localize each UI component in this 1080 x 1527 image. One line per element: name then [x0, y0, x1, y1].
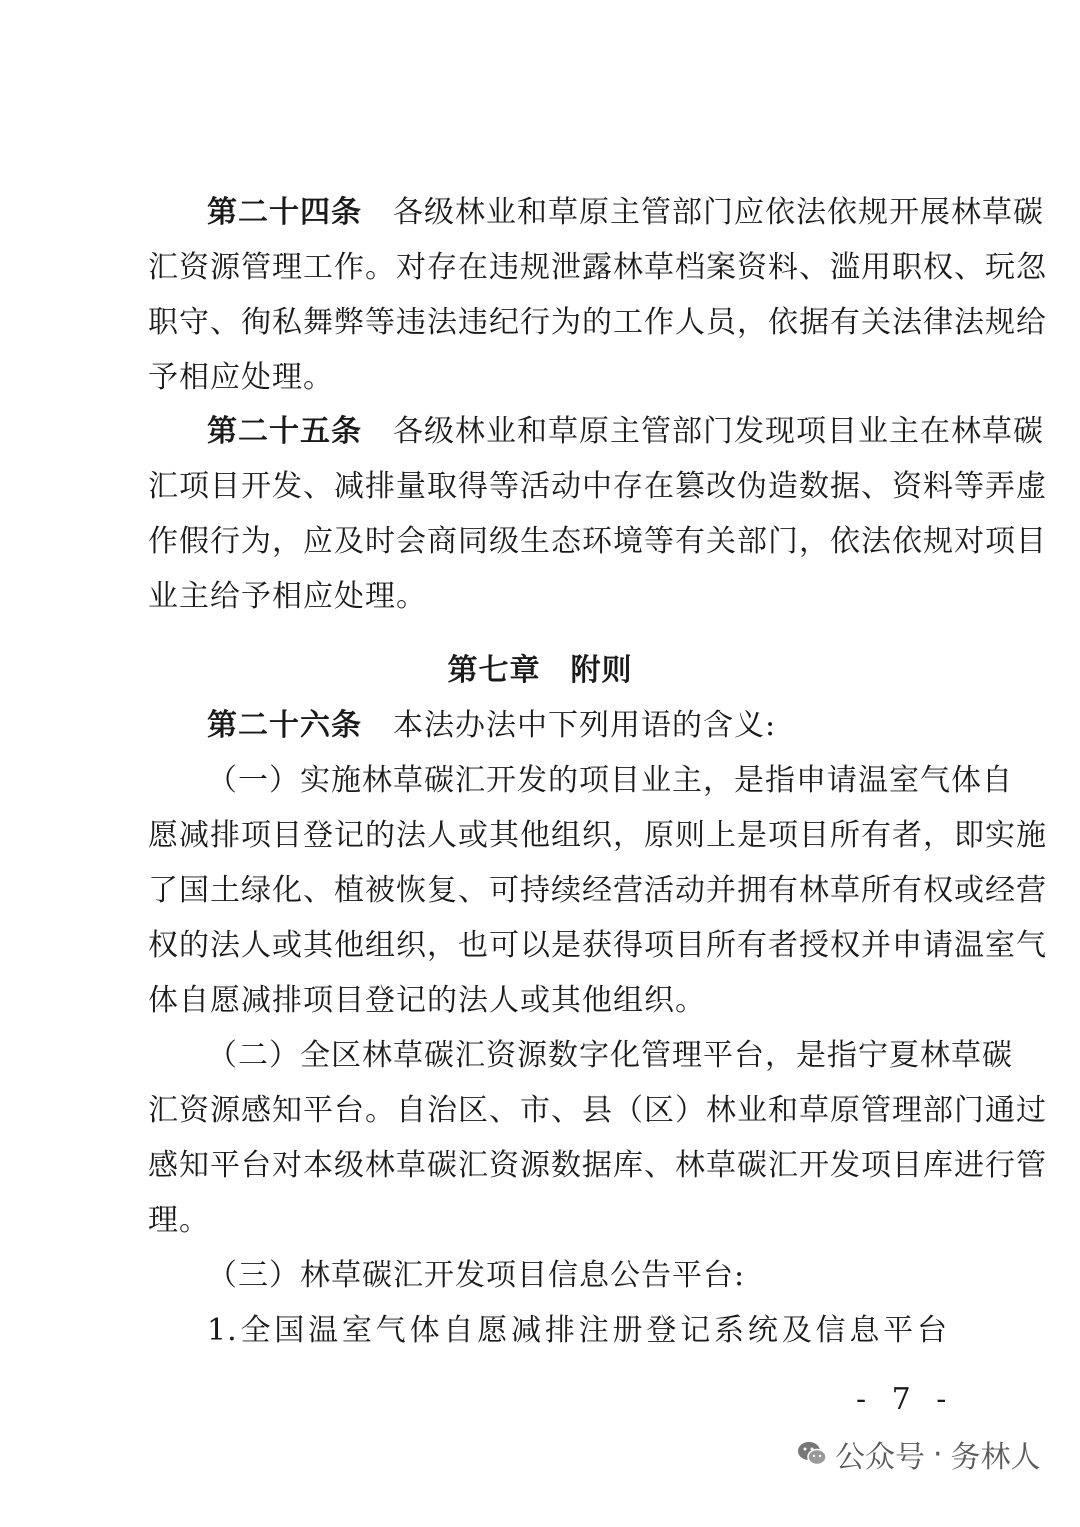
watermark [797, 1432, 1041, 1476]
chapter-name: 附则 [570, 653, 633, 688]
article-24-line-4: 予相应处理。 [148, 360, 334, 395]
watermark-label: 公众号 [835, 1440, 925, 1475]
watermark-account: 务林人 [950, 1440, 1041, 1475]
item-1-line-1: （一）实施林草碳汇开发的项目业主，是指申请温室气体自 [207, 763, 1013, 798]
chapter-heading [0, 651, 1080, 691]
article-24-title: 第二十四条 [207, 195, 362, 230]
article-24-text: 各级林业和草原主管部门应依法依规开展林草碳 [393, 195, 1044, 230]
item-1-line-2: 愿减排项目登记的法人或其他组织，原则上是项目所有者，即实施 [148, 818, 1047, 853]
item-1-line-5: 体自愿减排项目登记的法人或其他组织。 [148, 983, 706, 1018]
article-26-line-1 [207, 706, 948, 746]
page-number: - 7 - [856, 1382, 955, 1417]
article-24-line-1 [207, 193, 1044, 233]
article-25-title: 第二十五条 [207, 414, 362, 449]
item-2-line-4: 理。 [148, 1203, 210, 1238]
wechat-icon [797, 1441, 827, 1467]
item-1-line-4: 权的法人或其他组织，也可以是获得项目所有者授权并申请温室气 [148, 928, 1047, 963]
watermark-separator: · [933, 1436, 943, 1472]
item-3-heading: （三）林草碳汇开发项目信息公告平台: [207, 1258, 746, 1293]
item-2-line-1: （二）全区林草碳汇资源数字化管理平台，是指宁夏林草碳 [207, 1038, 1013, 1073]
article-24-line-3: 职守、徇私舞弊等违法违纪行为的工作人员，依据有关法律法规给 [148, 305, 1047, 340]
article-25-line-4: 业主给予相应处理。 [148, 579, 427, 614]
article-25-line-2: 汇项目开发、减排量取得等活动中存在篡改伪造数据、资料等弄虚 [148, 469, 1047, 504]
item-1-line-3: 了国土绿化、植被恢复、可持续经营活动并拥有林草所有权或经营 [148, 873, 1047, 908]
article-25-line-1 [207, 412, 1044, 452]
item-3-1-line: 1.全国温室气体自愿减排注册登记系统及信息平台 [207, 1313, 948, 1348]
article-25-text: 各级林业和草原主管部门发现项目业主在林草碳 [393, 414, 1044, 449]
article-25-line-3: 作假行为，应及时会商同级生态环境等有关部门，依法依规对项目 [148, 524, 1047, 559]
article-24-line-2: 汇资源管理工作。对存在违规泄露林草档案资料、滥用职权、玩忽 [148, 250, 1047, 285]
chapter-number: 第七章 [447, 653, 541, 688]
item-2-line-3: 感知平台对本级林草碳汇资源数据库、林草碳汇开发项目库进行管 [148, 1148, 1047, 1183]
item-2-line-2: 汇资源感知平台。自治区、市、县（区）林业和草原管理部门通过 [148, 1093, 1047, 1128]
article-26-title: 第二十六条 [207, 708, 362, 743]
article-26-intro: 本法办法中下列用语的含义: [393, 708, 777, 743]
